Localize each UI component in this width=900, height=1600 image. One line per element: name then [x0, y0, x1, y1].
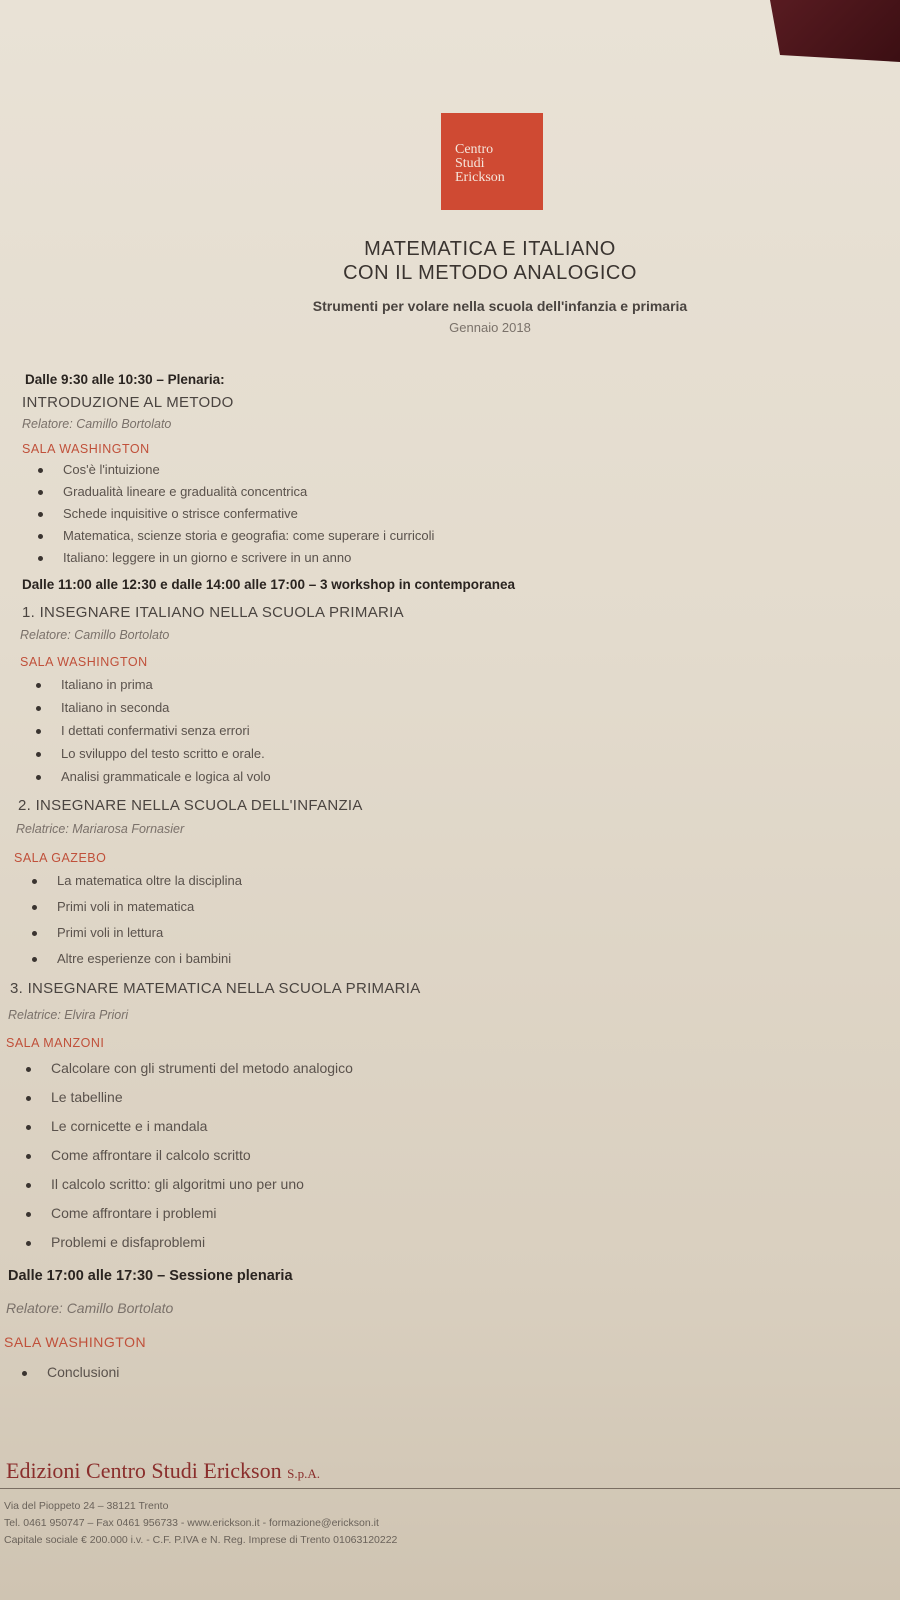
- footer-contacts: Tel. 0461 950747 – Fax 0461 956733 - www.erickson.it - formazione@erickson.it: [4, 1517, 379, 1529]
- list-item: Italiano: leggere in un giorno e scrivere in un anno: [38, 550, 351, 565]
- workshop-2-room: SALA GAZEBO: [14, 851, 107, 865]
- event-date: Gennaio 2018: [449, 320, 531, 335]
- bullet-icon: [36, 729, 41, 734]
- bullet-icon: [32, 931, 37, 936]
- list-item: Primi voli in matematica: [32, 899, 194, 914]
- footer-brand: [6, 1458, 320, 1484]
- list-item: Le cornicette e i mandala: [26, 1118, 207, 1134]
- logo-line-3: Erickson: [455, 170, 505, 185]
- bullet-icon: [32, 957, 37, 962]
- workshop-1-title: 1. INSEGNARE ITALIANO NELLA SCUOLA PRIMARIA: [22, 604, 404, 621]
- list-item: Analisi grammaticale e logica al volo: [36, 769, 271, 784]
- bullet-icon: [38, 534, 43, 539]
- workshop-2-speaker: Relatrice: Mariarosa Fornasier: [16, 822, 185, 836]
- bullet-icon: [36, 706, 41, 711]
- footer-legal: Capitale sociale € 200.000 i.v. - C.F. P.IVA e N. Reg. Imprese di Trento 01063120222: [4, 1534, 398, 1546]
- workshop-3-speaker: Relatrice: Elvira Priori: [8, 1008, 129, 1022]
- plenary-speaker: Relatore: Camillo Bortolato: [22, 417, 172, 431]
- bullet-icon: [36, 775, 41, 780]
- workshop-3-title: 3. INSEGNARE MATEMATICA NELLA SCUOLA PRIMARIA: [10, 980, 421, 997]
- closing-room: SALA WASHINGTON: [4, 1334, 147, 1350]
- list-item: I dettati confermativi senza errori: [36, 723, 250, 738]
- workshop-1-speaker: Relatore: Camillo Bortolato: [20, 628, 170, 642]
- bullet-icon: [26, 1154, 31, 1159]
- workshop-2-title: 2. INSEGNARE NELLA SCUOLA DELL'INFANZIA: [18, 797, 363, 814]
- list-item: Calcolare con gli strumenti del metodo analogico: [26, 1060, 353, 1076]
- list-item: Italiano in seconda: [36, 700, 169, 715]
- footer-brand-suffix: S.p.A.: [287, 1466, 320, 1481]
- bullet-icon: [32, 879, 37, 884]
- logo-line-2: Studi: [455, 156, 485, 171]
- list-item: Come affrontare il calcolo scritto: [26, 1147, 251, 1163]
- plenary-section-title: INTRODUZIONE AL METODO: [22, 394, 234, 411]
- bullet-icon: [36, 752, 41, 757]
- title-line-2: CON IL METODO ANALOGICO: [343, 262, 637, 284]
- list-item: Cos'è l'intuizione: [38, 462, 160, 477]
- footer-brand-name: Edizioni Centro Studi Erickson: [6, 1458, 282, 1483]
- workshops-heading: Dalle 11:00 alle 12:30 e dalle 14:00 alle 17:00 – 3 workshop in contemporanea: [22, 577, 515, 592]
- workshop-1-room: SALA WASHINGTON: [20, 655, 148, 669]
- list-item: Lo sviluppo del testo scritto e orale.: [36, 746, 265, 761]
- bullet-icon: [38, 556, 43, 561]
- closing-speaker: Relatore: Camillo Bortolato: [6, 1300, 174, 1316]
- bullet-icon: [26, 1183, 31, 1188]
- title-line-1: MATEMATICA E ITALIANO: [364, 238, 616, 260]
- list-item: Gradualità lineare e gradualità concentrica: [38, 484, 307, 499]
- bullet-icon: [26, 1067, 31, 1072]
- workshop-3-room: SALA MANZONI: [6, 1036, 105, 1050]
- subtitle: Strumenti per volare nella scuola dell'infanzia e primaria: [312, 298, 688, 314]
- logo-line-1: Centro: [455, 142, 494, 157]
- list-item: Come affrontare i problemi: [26, 1205, 216, 1221]
- bullet-icon: [26, 1212, 31, 1217]
- list-item: Conclusioni: [22, 1364, 119, 1380]
- bullet-icon: [26, 1125, 31, 1130]
- bullet-icon: [26, 1241, 31, 1246]
- list-item: Altre esperienze con i bambini: [32, 951, 231, 966]
- list-item: Primi voli in lettura: [32, 925, 163, 940]
- bullet-icon: [38, 512, 43, 517]
- bullet-icon: [38, 490, 43, 495]
- list-item: Schede inquisitive o strisce confermative: [38, 506, 298, 521]
- bullet-icon: [26, 1096, 31, 1101]
- bullet-icon: [38, 468, 43, 473]
- bullet-icon: [36, 683, 41, 688]
- list-item: La matematica oltre la disciplina: [32, 873, 242, 888]
- list-item: Italiano in prima: [36, 677, 153, 692]
- list-item: Matematica, scienze storia e geografia: come superare i curricoli: [38, 528, 434, 543]
- plenary-room: SALA WASHINGTON: [22, 442, 150, 456]
- bullet-icon: [32, 905, 37, 910]
- closing-heading: Dalle 17:00 alle 17:30 – Sessione plenaria: [8, 1268, 293, 1284]
- bullet-icon: [22, 1371, 27, 1376]
- footer-divider: [0, 1488, 900, 1489]
- list-item: Il calcolo scritto: gli algoritmi uno per uno: [26, 1176, 304, 1192]
- plenary-heading: Dalle 9:30 alle 10:30 – Plenaria:: [25, 372, 225, 387]
- footer-address: Via del Pioppeto 24 – 38121 Trento: [4, 1500, 169, 1512]
- list-item: Le tabelline: [26, 1089, 123, 1105]
- list-item: Problemi e disfaproblemi: [26, 1234, 205, 1250]
